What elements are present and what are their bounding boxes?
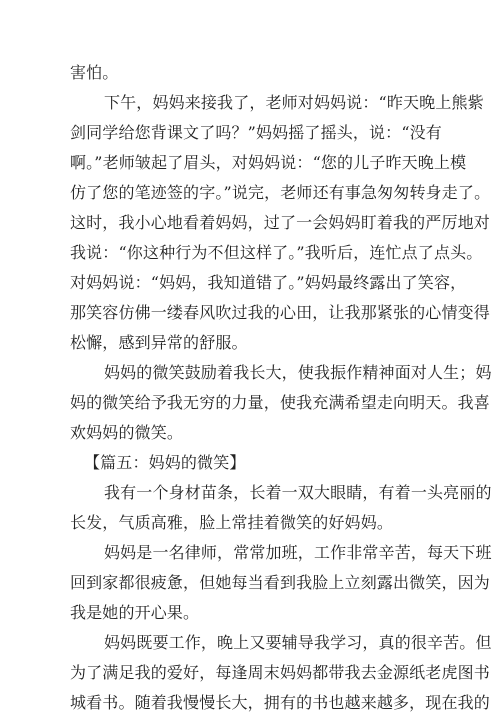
paragraph-start-line: 妈妈既要工作，晚上又要辅导我学习，真的很辛苦。但 — [104, 633, 492, 652]
text-line: 这时，我小心地看着妈妈，过了一会妈妈盯着我的严厉地对 — [70, 213, 490, 232]
text-line: 回到家都很疲惫，但她每当看到我脸上立刻露出微笑，因为 — [70, 573, 490, 592]
text-line: 剑同学给您背课文了吗？”妈妈摇了摇头，说：“没有 — [70, 123, 442, 142]
text-line: 我说：“你这种行为不但这样了。”我听后，连忙点了点头。 — [70, 243, 483, 262]
text-line: 对妈妈说：“妈妈，我知道错了。”妈妈最终露出了笑容， — [70, 273, 467, 292]
text-line: 仿了您的笔迹签的字。”说完，老师还有事急匆匆转身走了。 — [70, 183, 491, 202]
text-line: 妈的微笑给予我无穷的力量，使我充满希望走向明天。我喜 — [70, 393, 490, 412]
text-line: 欢妈妈的微笑。 — [70, 423, 184, 442]
text-line: 为了满足我的爱好，每逢周末妈妈都带我去金源纸老虎图书 — [70, 663, 490, 682]
text-line: 啊。”老师皱起了眉头，对妈妈说：“您的儿子昨天晚上模 — [70, 153, 467, 172]
section-title: 【篇五：妈妈的微笑】 — [84, 453, 246, 472]
document-body — [70, 58, 492, 718]
paragraph-start-line: 我有一个身材苗条，长着一双大眼睛，有着一头亮丽的 — [104, 483, 492, 502]
text-line: 松懈，感到异常的舒服。 — [70, 333, 248, 352]
text-line: 我是她的开心果。 — [70, 603, 200, 622]
text-line: 长发，气质高雅，脸上常挂着微笑的好妈妈。 — [70, 513, 394, 532]
paragraph-start-line: 妈妈是一名律师，常常加班，工作非常辛苦，每天下班 — [104, 543, 492, 562]
paragraph-start-line: 妈妈的微笑鼓励着我长大，使我振作精神面对人生；妈 — [104, 363, 492, 382]
text-line: 害怕。 — [70, 63, 119, 82]
text-line: 城看书。随着我慢慢长大，拥有的书也越来越多，现在我的 — [70, 693, 490, 712]
paragraph-start-line: 下午，妈妈来接我了，老师对妈妈说：“昨天晚上熊紫 — [104, 93, 484, 112]
text-line: 那笑容仿佛一缕春风吹过我的心田，让我那紧张的心情变得 — [70, 303, 490, 322]
